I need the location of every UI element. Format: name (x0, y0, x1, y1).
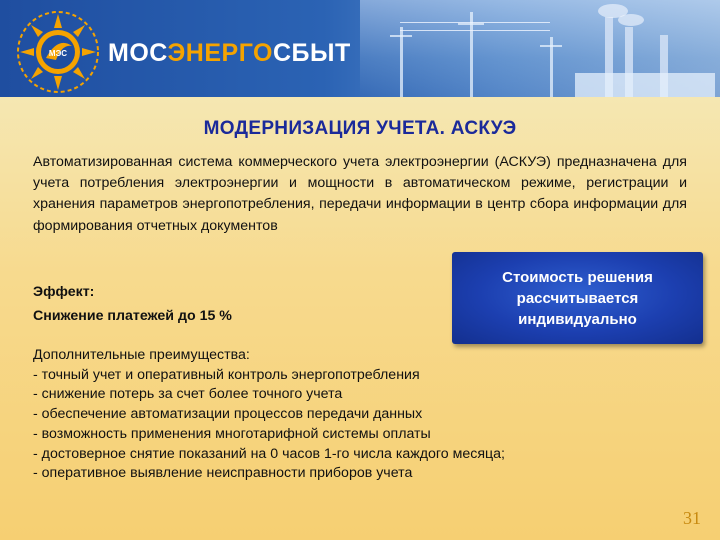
effect-block (33, 280, 333, 328)
advantages-list (33, 346, 673, 484)
list-item: - возможность применения многотарифной системы оплаты (33, 425, 431, 442)
list-item: - оперативное выявление неисправности приборов учета (33, 465, 413, 482)
power-company-sun-icon (16, 10, 100, 94)
page-number: 31 (683, 508, 701, 528)
list-item: - достоверное снятие показаний на 0 часов 1-го числа каждого месяца; (33, 445, 505, 462)
list-item: - снижение потерь за счет более точного учета (33, 386, 343, 403)
effect-label: Эффект: (33, 284, 95, 300)
list-item: - обеспечение автоматизации процессов передачи данных (33, 406, 423, 423)
intro-paragraph: Автоматизированная система коммерческого учета электроэнергии (АСКУЭ) предназначена для учета потребления электроэнергии и мощности в автоматическом режиме, регистрации и хранения параметров энергопотребления, передачи информации в центр сбора информации для формирования отчетных документов (33, 154, 687, 234)
cost-callout-box (452, 252, 703, 344)
effect-text: Снижение платежей до 15 % (33, 308, 232, 324)
svg-text:МЭС: МЭС (48, 49, 68, 58)
brand-name: МОСЭНЕРГОСБЫТ (108, 39, 351, 67)
advantages-heading: Дополнительные преимущества: (33, 347, 250, 363)
list-item: - точный учет и оперативный контроль энергопотребления (33, 366, 420, 383)
cost-callout-text: Стоимость решения рассчитывается индивидуально (502, 268, 653, 328)
header-banner (0, 0, 720, 97)
slide-title: МОДЕРНИЗАЦИЯ УЧЕТА. АСКУЭ (203, 118, 517, 139)
power-plant-photo (360, 0, 720, 97)
